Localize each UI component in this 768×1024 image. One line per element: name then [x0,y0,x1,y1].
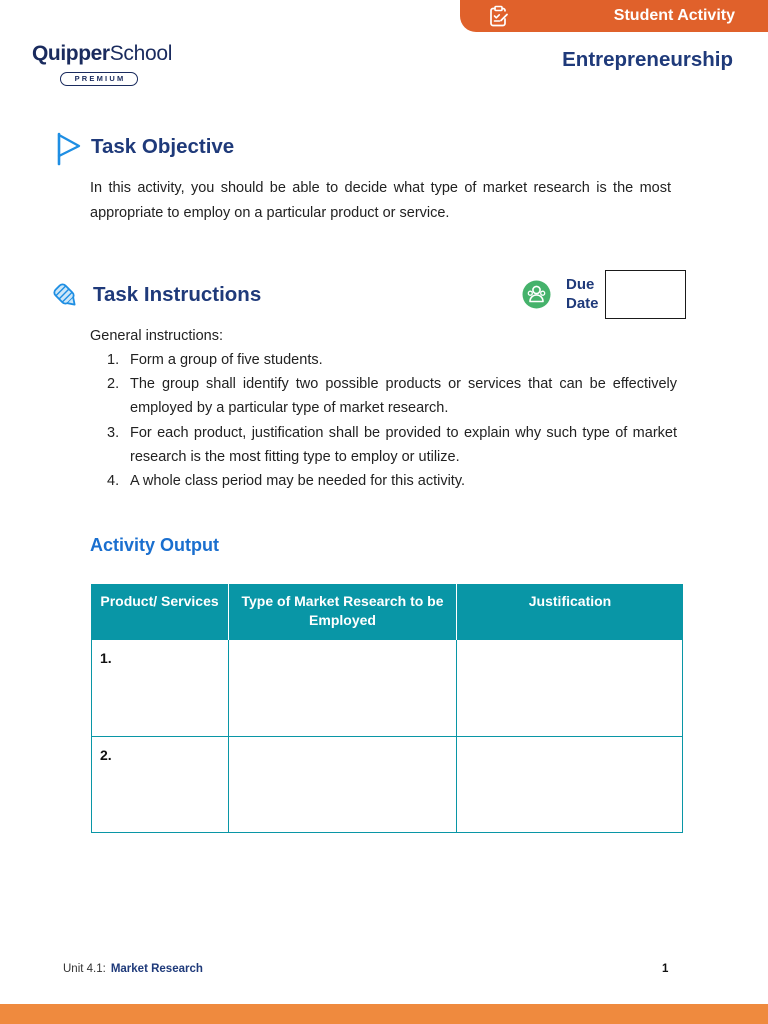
logo-brand-regular: School [109,42,173,65]
activity-output-title: Activity Output [90,535,219,555]
instruction-list [90,348,677,494]
list-item-text: A whole class period may be needed for this activity. [130,473,466,490]
task-instructions-title: Task Instructions [93,283,262,306]
subject-title: Entrepreneurship [562,48,733,71]
table-header-cell: Type of Market Research to be Employed [228,584,456,640]
footer-unit [63,962,203,976]
table-cell [228,737,456,833]
list-item [90,421,677,470]
footer-bar [0,1004,768,1024]
list-item [90,469,677,493]
page-number: 1 [662,963,669,975]
task-objective-title: Task Objective [91,135,235,158]
table-row-label: 1. [91,640,228,737]
tab-label: Student Activity [613,7,735,24]
footer-unit-label: Unit 4.1: [63,963,106,975]
list-item-text: For each product, justification shall be provided to explain why such type of market research is the most fitting type to employ or utilize. [130,424,677,466]
flag-icon [55,131,83,167]
list-item-number: 2. [107,376,120,393]
table-cell [456,737,683,833]
general-instructions-label: General instructions: [90,328,223,344]
activity-output-table [91,584,683,833]
list-item-text: Form a group of five students. [130,351,323,368]
footer-unit-title: Market Research [110,963,203,975]
logo-brand-bold: Quipper [32,42,110,65]
quipper-school-logo [32,42,172,66]
writing-hand-icon [47,277,81,311]
list-item-number: 1. [107,351,120,368]
table-cell [456,640,683,737]
list-item-text: The group shall identify two possible products or services that can be effectively employed by a particular type of market research. [130,376,677,417]
date-label: Date [566,295,599,312]
list-item [90,348,677,372]
table-row-label: 2. [91,737,228,833]
table-row [91,640,683,737]
group-icon [522,280,551,309]
task-objective-text: In this activity, you should be able to decide what type of market research is the most appropriate to employ on a particular product or service. [90,179,671,221]
list-item [90,372,677,421]
due-date-box [605,270,686,319]
list-item-number: 4. [107,473,120,490]
table-header-cell: Justification [456,584,683,640]
student-activity-tab [460,0,768,32]
list-item-number: 3. [107,424,120,441]
table-cell [228,640,456,737]
clipboard-check-icon [489,5,509,27]
due-label: Due [566,276,595,293]
premium-badge: PREMIUM [60,72,138,86]
table-header-cell: Product/ Services [100,592,219,609]
table-row [91,737,683,833]
table-header-row [91,584,683,640]
